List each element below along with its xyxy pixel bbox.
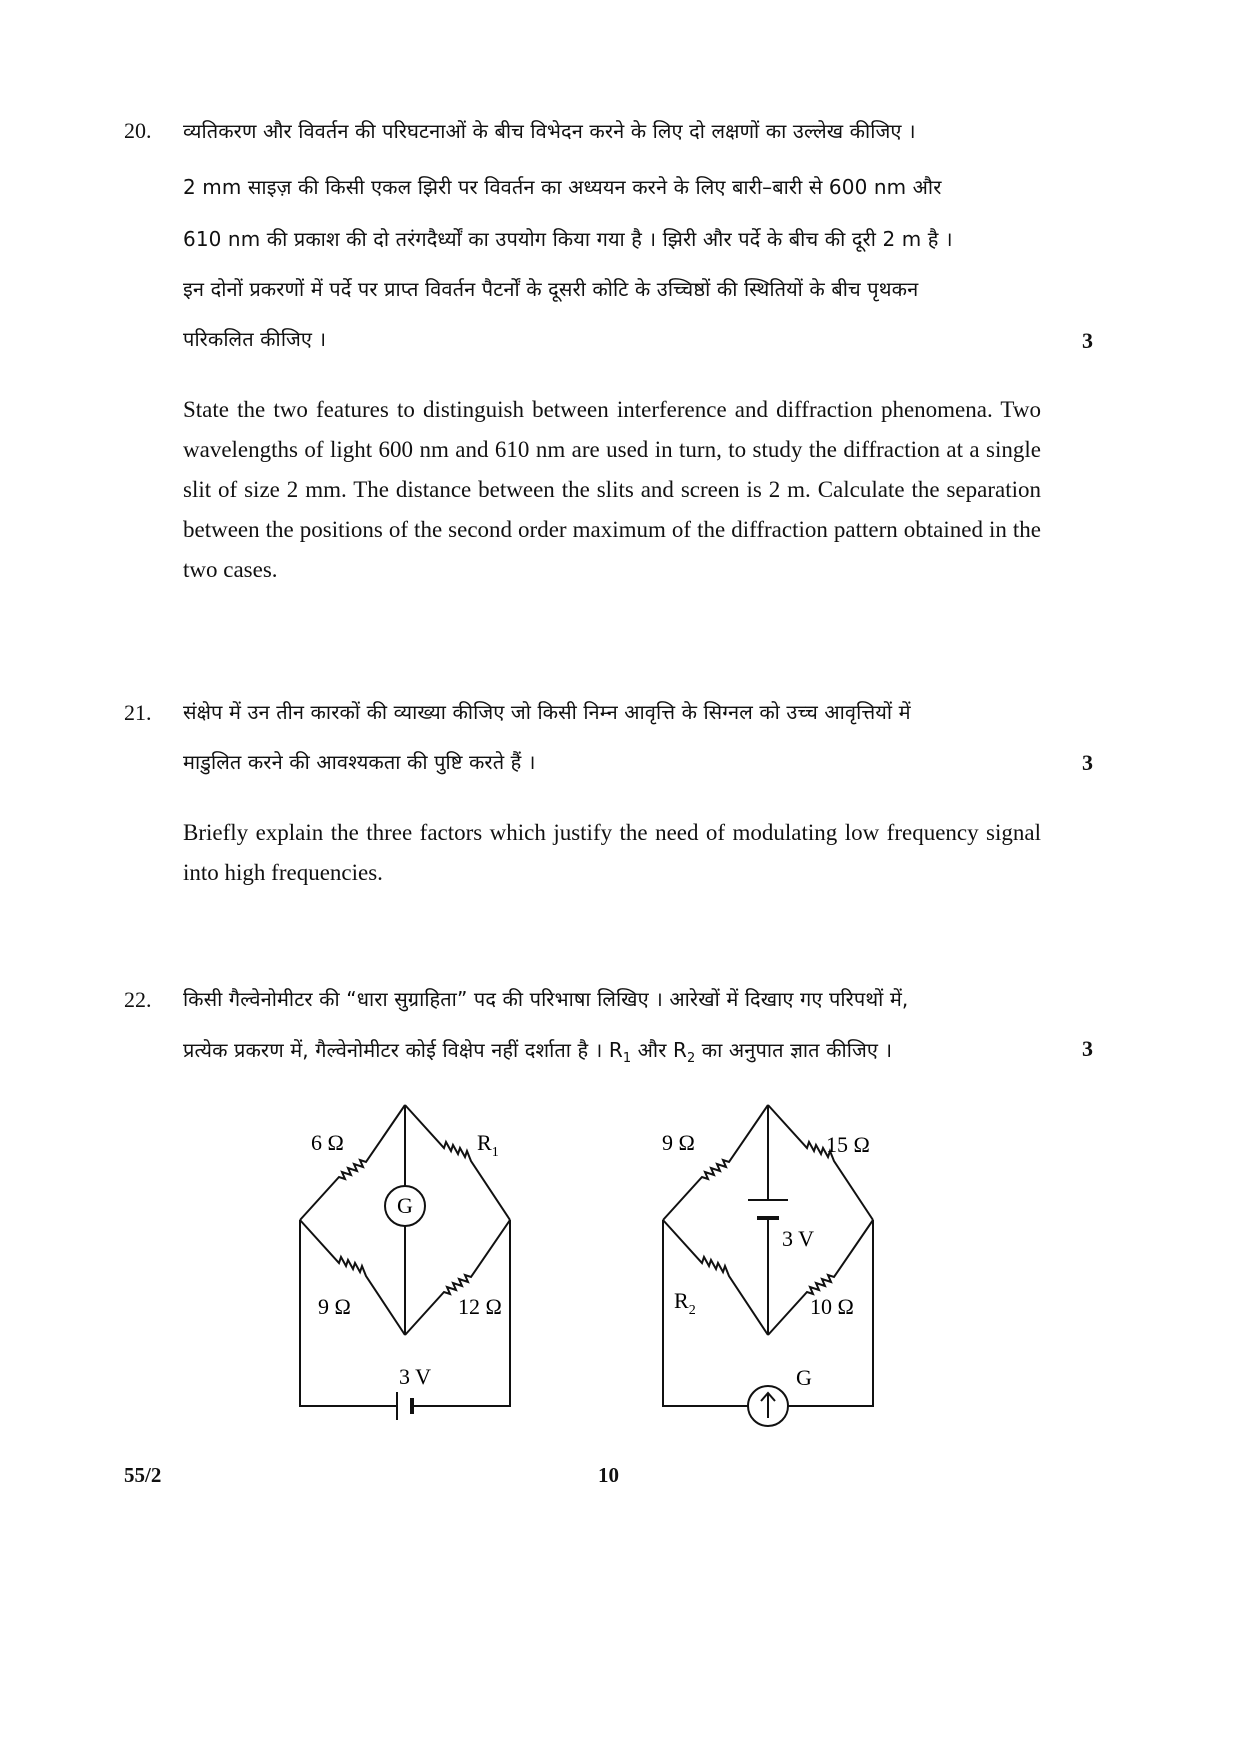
label-9-ohm: 9 Ω — [318, 1294, 351, 1319]
label-r1 — [477, 1130, 499, 1160]
resistor-6-ohm — [300, 1105, 405, 1220]
circuit-diagram-2 — [648, 1090, 898, 1440]
resistor-r2 — [663, 1220, 768, 1335]
question-22-line-2-part-b: और R — [631, 1038, 687, 1062]
question-21-hindi-line-2: माडुलित करने की आवश्यकता की पुष्टि करते हैं । — [183, 750, 536, 774]
question-20-hindi-line-3: 610 nm की प्रकाश की दो तरंगदैर्ध्यों का उपयोग किया गया है । झिरी और पर्दे के बीच की दूरी 2 m है । — [183, 227, 953, 251]
question-22-line-2-part-a: प्रत्येक प्रकरण में, गैल्वेनोमीटर कोई विक्षेप नहीं दर्शाता है । R — [183, 1038, 623, 1062]
question-20-number: 20. — [124, 118, 152, 143]
page-number: 10 — [598, 1463, 619, 1487]
label-r1-main: R — [477, 1130, 492, 1155]
question-21-hindi-line-1: संक्षेप में उन तीन कारकों की व्याख्या कीजिए जो किसी निम्न आवृत्ति के सिग्नल को उच्च आवृत्तियों में — [183, 700, 911, 724]
question-22-marks: 3 — [1082, 1036, 1093, 1061]
question-22-sub-2: 2 — [686, 1051, 696, 1066]
question-20-marks: 3 — [1082, 328, 1093, 353]
question-22-number: 22. — [124, 987, 152, 1012]
question-20-hindi-line-1: व्यतिकरण और विवर्तन की परिघटनाओं के बीच विभेदन करने के लिए दो लक्षणों का उल्लेख कीजिए । — [183, 119, 916, 143]
question-20-hindi-line-5: परिकलित कीजिए । — [183, 327, 327, 351]
circuit-diagram-1 — [285, 1090, 535, 1440]
question-22-hindi-line-1: किसी गैल्वेनोमीटर की “धारा सुग्राहिता” पद की परिभाषा लिखिए । आरेखों में दिखाए गए परिपथों में, — [183, 987, 909, 1011]
resistor-15-ohm — [768, 1105, 873, 1220]
label-r2-main: R — [674, 1288, 689, 1313]
label-r2-sub: 2 — [688, 1303, 696, 1318]
label-9-ohm-circuit-2: 9 Ω — [662, 1130, 695, 1155]
question-20-english: State the two features to distinguish between interference and diffraction phenomena. Two wavelengths of light 600 nm and 610 nm are used in turn, to study the diffraction at a single slit of size 2 mm. The distance between the slits and screen is 2 m. Calculate the separation between the positions of the second order maximum of the diffraction pattern obtained in the two cases. — [183, 397, 1041, 582]
question-21-marks: 3 — [1082, 750, 1093, 775]
question-21-english: Briefly explain the three factors which justify the need of modulating low frequency signal into high frequencies. — [183, 820, 1041, 885]
battery-2-label: 3 V — [782, 1226, 814, 1251]
battery-1-label: 3 V — [399, 1364, 431, 1389]
question-20-hindi-line-2: 2 mm साइज़ की किसी एकल झिरी पर विवर्तन का अध्ययन करने के लिए बारी–बारी से 600 nm और — [183, 175, 942, 199]
galvanometer-1-label: G — [397, 1193, 413, 1218]
galvanometer-2-arrow-icon — [761, 1393, 775, 1418]
resistor-r1 — [405, 1105, 510, 1220]
label-15-ohm: 15 Ω — [826, 1132, 870, 1157]
resistor-9-ohm — [300, 1220, 405, 1335]
label-6-ohm: 6 Ω — [311, 1130, 344, 1155]
question-21-number: 21. — [124, 700, 152, 725]
label-12-ohm: 12 Ω — [458, 1294, 502, 1319]
label-r1-sub: 1 — [491, 1145, 499, 1160]
galvanometer-2-label: G — [796, 1365, 812, 1390]
resistor-9-ohm-circuit-2 — [663, 1105, 768, 1220]
paper-code: 55/2 — [124, 1463, 162, 1487]
label-r2 — [674, 1288, 696, 1318]
question-22-line-2-part-c: का अनुपात ज्ञात कीजिए । — [695, 1038, 893, 1062]
question-22-sub-1: 1 — [622, 1051, 632, 1066]
question-22-hindi-line-2 — [183, 1040, 892, 1065]
question-20-hindi-line-4: इन दोनों प्रकरणों में पर्दे पर प्राप्त विवर्तन पैटर्नों के दूसरी कोटि के उच्चिष्ठों की स्थितियों के बीच पृथकन — [183, 277, 919, 301]
label-10-ohm: 10 Ω — [810, 1294, 854, 1319]
